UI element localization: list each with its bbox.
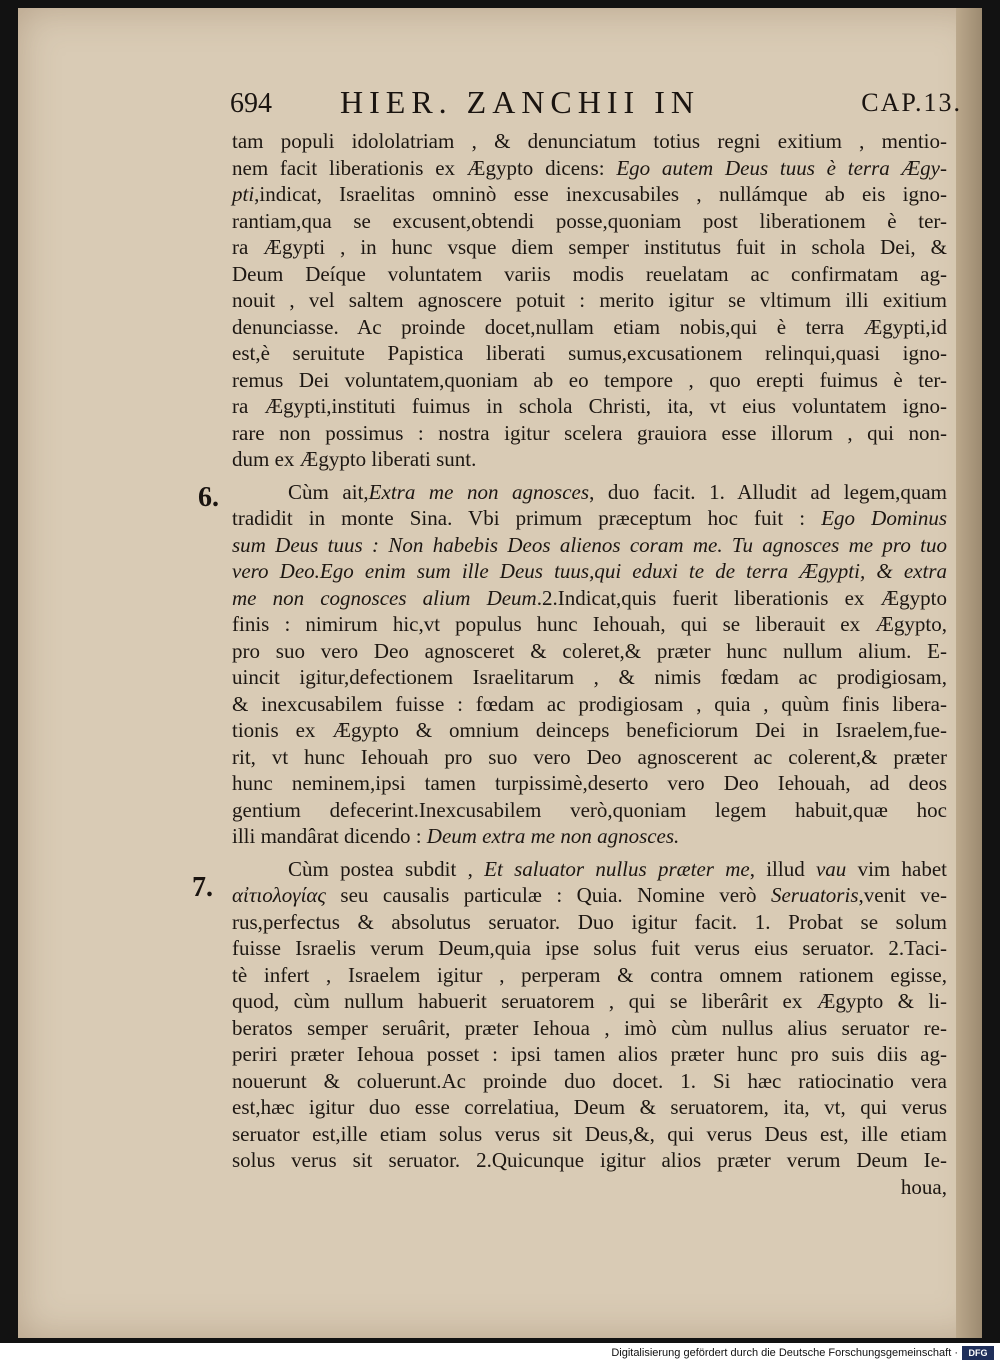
italic-run: me non cognosces alium Deum — [232, 585, 537, 610]
text-line — [232, 638, 947, 665]
text-run: ,venit ve- — [858, 883, 947, 907]
text-run: houa, — [900, 1174, 947, 1199]
chapter-label: CAP.13. — [861, 88, 962, 117]
text-run: rit, vt hunc Iehouah pro suo vero Deo agnoscerent ac colerent,& præter — [232, 744, 947, 769]
text-line — [232, 446, 947, 473]
italic-run: Ego Dominus — [821, 506, 947, 530]
text-line — [232, 988, 947, 1015]
text-line — [232, 1068, 947, 1095]
text-run: remus Dei voluntatem,quoniam ab eo tempore , quo erepti fuimus è ter- — [232, 367, 947, 392]
text-line — [232, 797, 947, 824]
text-run: , illud — [749, 856, 816, 881]
running-head — [230, 82, 962, 122]
italic-run: Extra me non agnosces — [368, 479, 590, 504]
text-line — [232, 585, 947, 612]
text-run: rantiam,qua se excusent,obtendi posse,quoniam post liberationem è ter- — [232, 208, 947, 233]
text-run: Cùm ait, — [288, 479, 369, 504]
text-run: quod, cùm nullum habuerit seruatorem , qui se liberârit ex Ægypto & li- — [232, 989, 947, 1013]
text-run: beratos semper seruârit, præter Iehoua , imò cùm nullus alius seruator re- — [232, 1015, 947, 1040]
body-text — [232, 128, 947, 1200]
text-line — [232, 744, 947, 771]
margin-number: 6. — [198, 482, 219, 513]
text-run: gentium defecerint.Inexcusabilem verò,quoniam legem habuit,quæ hoc — [232, 797, 947, 822]
text-run: hunc neminem,ipsi tamen turpissimè,deserto vero Deo Iehouah, ad deos — [232, 771, 947, 795]
text-run: ra Ægypti , in hunc vsque diem semper institutus fuit in schola Dei, & — [232, 235, 947, 259]
text-line — [232, 532, 947, 559]
text-run: & inexcusabilem fuisse : fœdam ac prodigiosam , quia , quùm finis libera- — [232, 691, 947, 716]
text-run: denunciasse. Ac proinde docet,nullam etiam nobis,qui è terra Ægypti,id — [232, 314, 947, 339]
text-line — [232, 420, 947, 447]
text-run: est,è seruitute Papistica liberati sumus,excusationem relinqui,quasi igno- — [232, 341, 947, 365]
text-line — [232, 882, 947, 909]
text-line — [232, 558, 947, 585]
running-title: HIER. ZANCHII IN — [340, 84, 700, 120]
text-line — [232, 770, 947, 797]
text-line — [232, 181, 947, 208]
text-run: tradidit in monte Sina. Vbi primum præceptum hoc fuit : — [232, 506, 822, 530]
text-run: tionis ex Ægypto & omnium deinceps beneficiorum Dei in Israelem,fue- — [232, 718, 947, 742]
text-run: nem facit liberationis ex Ægypto dicens: — [232, 155, 617, 180]
text-run: finis : nimirum hic,vt populus hunc Iehouah, qui se liberauit ex Ægypto, — [232, 612, 947, 636]
text-line — [232, 1121, 947, 1148]
footer-bar — [0, 1343, 1000, 1364]
italic-run: Ego autem Deus tuus è terra Ægy- — [616, 155, 947, 180]
italic-run: pti — [232, 182, 255, 206]
text-line — [232, 1147, 947, 1174]
text-line — [232, 909, 947, 936]
text-line — [232, 287, 947, 314]
italic-run: sum Deus tuus : Non habebis Deos alienos coram me. Tu agnosces me pro tuo — [232, 532, 947, 557]
text-run: uincit igitur,defectionem Israelitarum , & nimis fœdam ac prodigiosam, — [232, 665, 947, 689]
text-run: est,hæc igitur duo esse correlatiua, Deum & seruatorem, ita, vt, qui verus — [232, 1095, 947, 1119]
footer-credit: Digitalisierung gefördert durch die Deutsche Forschungsgemeinschaft · — [611, 1347, 958, 1359]
text-line — [232, 367, 947, 394]
text-line — [232, 691, 947, 718]
text-run: ,indicat, Israelitas omninò esse inexcusabiles , nullámque ab eis igno- — [254, 182, 947, 206]
text-line — [232, 314, 947, 341]
text-line — [232, 340, 947, 367]
page-edge — [956, 8, 982, 1338]
text-run: rus,perfectus & absolutus seruator. Duo igitur facit. 1. Probat se solum — [232, 909, 947, 934]
page-number: 694 — [230, 88, 272, 119]
text-run: Cùm postea subdit , — [288, 856, 485, 881]
text-line — [232, 664, 947, 691]
text-run: , duo facit. 1. Alludit ad legem,quam — [589, 479, 947, 504]
text-run: periri præter Iehoua posset : ipsi tamen alios præter hunc pro suis diis ag- — [232, 1042, 947, 1066]
text-line — [232, 155, 947, 182]
text-line — [232, 505, 947, 532]
margin-number: 7. — [192, 872, 213, 903]
italic-run: Deum extra me non agnosces. — [426, 824, 680, 848]
text-line — [232, 1174, 947, 1201]
text-run: seu causalis particulæ : Quia. Nomine verò — [325, 883, 771, 907]
text-line — [232, 208, 947, 235]
text-run: illi mandârat dicendo : — [232, 824, 427, 848]
italic-run: vau — [815, 856, 847, 881]
text-run: .2.Indicat,quis fuerit liberationis ex Ægypto — [536, 585, 947, 610]
text-run: ra Ægypti,instituti fuimus in schola Christi, ita, vt eius voluntatem igno- — [232, 394, 947, 418]
text-run: rare non possimus : nostra igitur scelera grauiora esse illorum , qui non- — [232, 420, 947, 445]
text-run: nouerunt & coluerunt.Ac proinde duo docet. 1. Si hæc ratiocinatio vera — [232, 1068, 947, 1093]
text-line — [232, 717, 947, 744]
text-line — [232, 393, 947, 420]
text-line — [232, 962, 947, 989]
text-run: fuisse Israelis verum Deum,quia ipse solus fuit verus eius seruator. 2.Taci- — [232, 936, 947, 960]
text-line — [232, 128, 947, 155]
text-line — [232, 1041, 947, 1068]
italic-run: Seruatoris — [770, 883, 859, 907]
italic-run: vero Deo.Ego enim sum ille Deus tuus,qui eduxi te de terra Ægypti, & extra — [232, 559, 947, 583]
text-line — [232, 261, 947, 288]
text-line — [232, 856, 947, 883]
text-run: nouit , vel saltem agnoscere potuit : merito igitur se vltimum illi exitium — [232, 288, 947, 312]
text-run: dum ex Ægypto liberati sunt. — [232, 447, 477, 471]
text-line — [232, 234, 947, 261]
text-run: pro suo vero Deo agnosceret & coleret,& præter hunc nullum alium. E- — [232, 638, 947, 663]
text-run: seruator est,ille etiam solus verus sit Deus,&, qui verus Deus est, ille etiam — [232, 1121, 947, 1146]
italic-run: Et saluator nullus præter me — [484, 856, 750, 881]
text-run: vim habet — [846, 856, 947, 881]
text-line — [232, 935, 947, 962]
text-run: solus verus sit seruator. 2.Quicunque igitur alios præter verum Deum Ie- — [232, 1148, 947, 1172]
text-line — [232, 1015, 947, 1042]
text-line — [232, 611, 947, 638]
text-run: tè infert , Israelem igitur , perperam & contra omnem rationem egisse, — [232, 962, 947, 987]
text-line — [232, 1094, 947, 1121]
italic-run: αἰτιολογίας — [232, 883, 326, 907]
text-line — [232, 479, 947, 506]
text-line — [232, 823, 947, 850]
dfg-logo: DFG — [962, 1346, 994, 1360]
text-run: Deum Deíque voluntatem variis modis reuelatam ac confirmatam ag- — [232, 261, 947, 286]
text-run: tam populi idololatriam , & denunciatum totius regni exitium , mentio- — [232, 129, 947, 153]
